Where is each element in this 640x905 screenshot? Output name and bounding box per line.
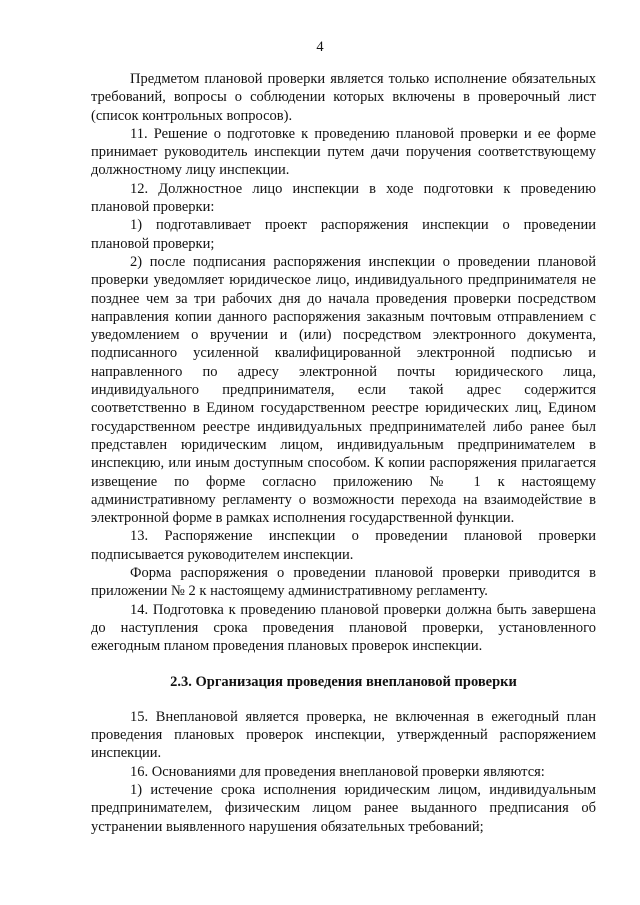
paragraph-subject: Предметом плановой проверки является только исполнение обязательных требований, вопросы о соблюдении которых включены в проверочный лист (список контрольных вопросов). <box>91 71 596 124</box>
paragraph-15: 15. Внеплановой является проверка, не включенная в ежегодный план проведения плановых проверок инспекции, утвержденный распоряжением инспекции. <box>91 708 596 762</box>
paragraph-14: 14. Подготовка к проведению плановой проверки должна быть завершена до наступления срока проведения плановой проверки, установленного ежегодным планом проведения плановых проверок инспекции. <box>91 601 596 655</box>
section-heading: 2.3. Организация проведения внеплановой проверки <box>170 673 517 690</box>
paragraph-12-item-2: 2) после подписания распоряжения инспекции о проведении плановой проверки уведомляет юридическое лицо, индивидуального предпринимателя не позднее чем за три рабочих дня до начала проведения проверки посредством направления копии данного распоряжения заказным почтовым отправлением с уведомлением о вручении и (или) посредством электронного документа, подписанного усиленной квалифицированной электронной подписью и направленного по адресу электронной почты юридического лица, индивидуального предпринимателя, если такой адрес содержится соответственно в Едином государственном реестре юридических лиц, Едином государственном реестре индивидуальных предпринимателей либо ранее был представлен юридическим лицом, индивидуальным предпринимателем в инспекцию, или иным доступным способом. К копии распоряжения прилагается извещение по форме согласно приложению № 1 к настоящему административному регламенту о возможности перехода на взаимодействие в электронной форме в рамках исполнения государственной функции. <box>91 253 596 527</box>
paragraph-12-item-1: 1) подготавливает проект распоряжения инспекции о проведении плановой проверки; <box>91 217 596 252</box>
paragraph-11: 11. Решение о подготовке к проведению плановой проверки и ее форме принимает руководитель инспекции путем дачи поручения соответствующему должностному лицу инспекции. <box>91 125 596 179</box>
page-number: 4 <box>316 39 324 55</box>
document-body <box>91 70 596 836</box>
paragraph-13: 13. Распоряжение инспекции о проведении плановой проверки подписывается руководителем инспекции. <box>91 528 596 563</box>
paragraph-order-form: Форма распоряжения о проведении плановой проверки приводится в приложении № 2 к настоящему административному регламенту. <box>91 565 596 600</box>
paragraph-16: 16. Основаниями для проведения внеплановой проверки являются: <box>130 763 545 780</box>
paragraph-12: 12. Должностное лицо инспекции в ходе подготовки к проведению плановой проверки: <box>91 180 596 216</box>
paragraph-16-item-1: 1) истечение срока исполнения юридическим лицом, индивидуальным предпринимателем, физическим лицом ранее выданного предписания об устранении выявленного нарушения обязательных требований; <box>91 781 596 835</box>
